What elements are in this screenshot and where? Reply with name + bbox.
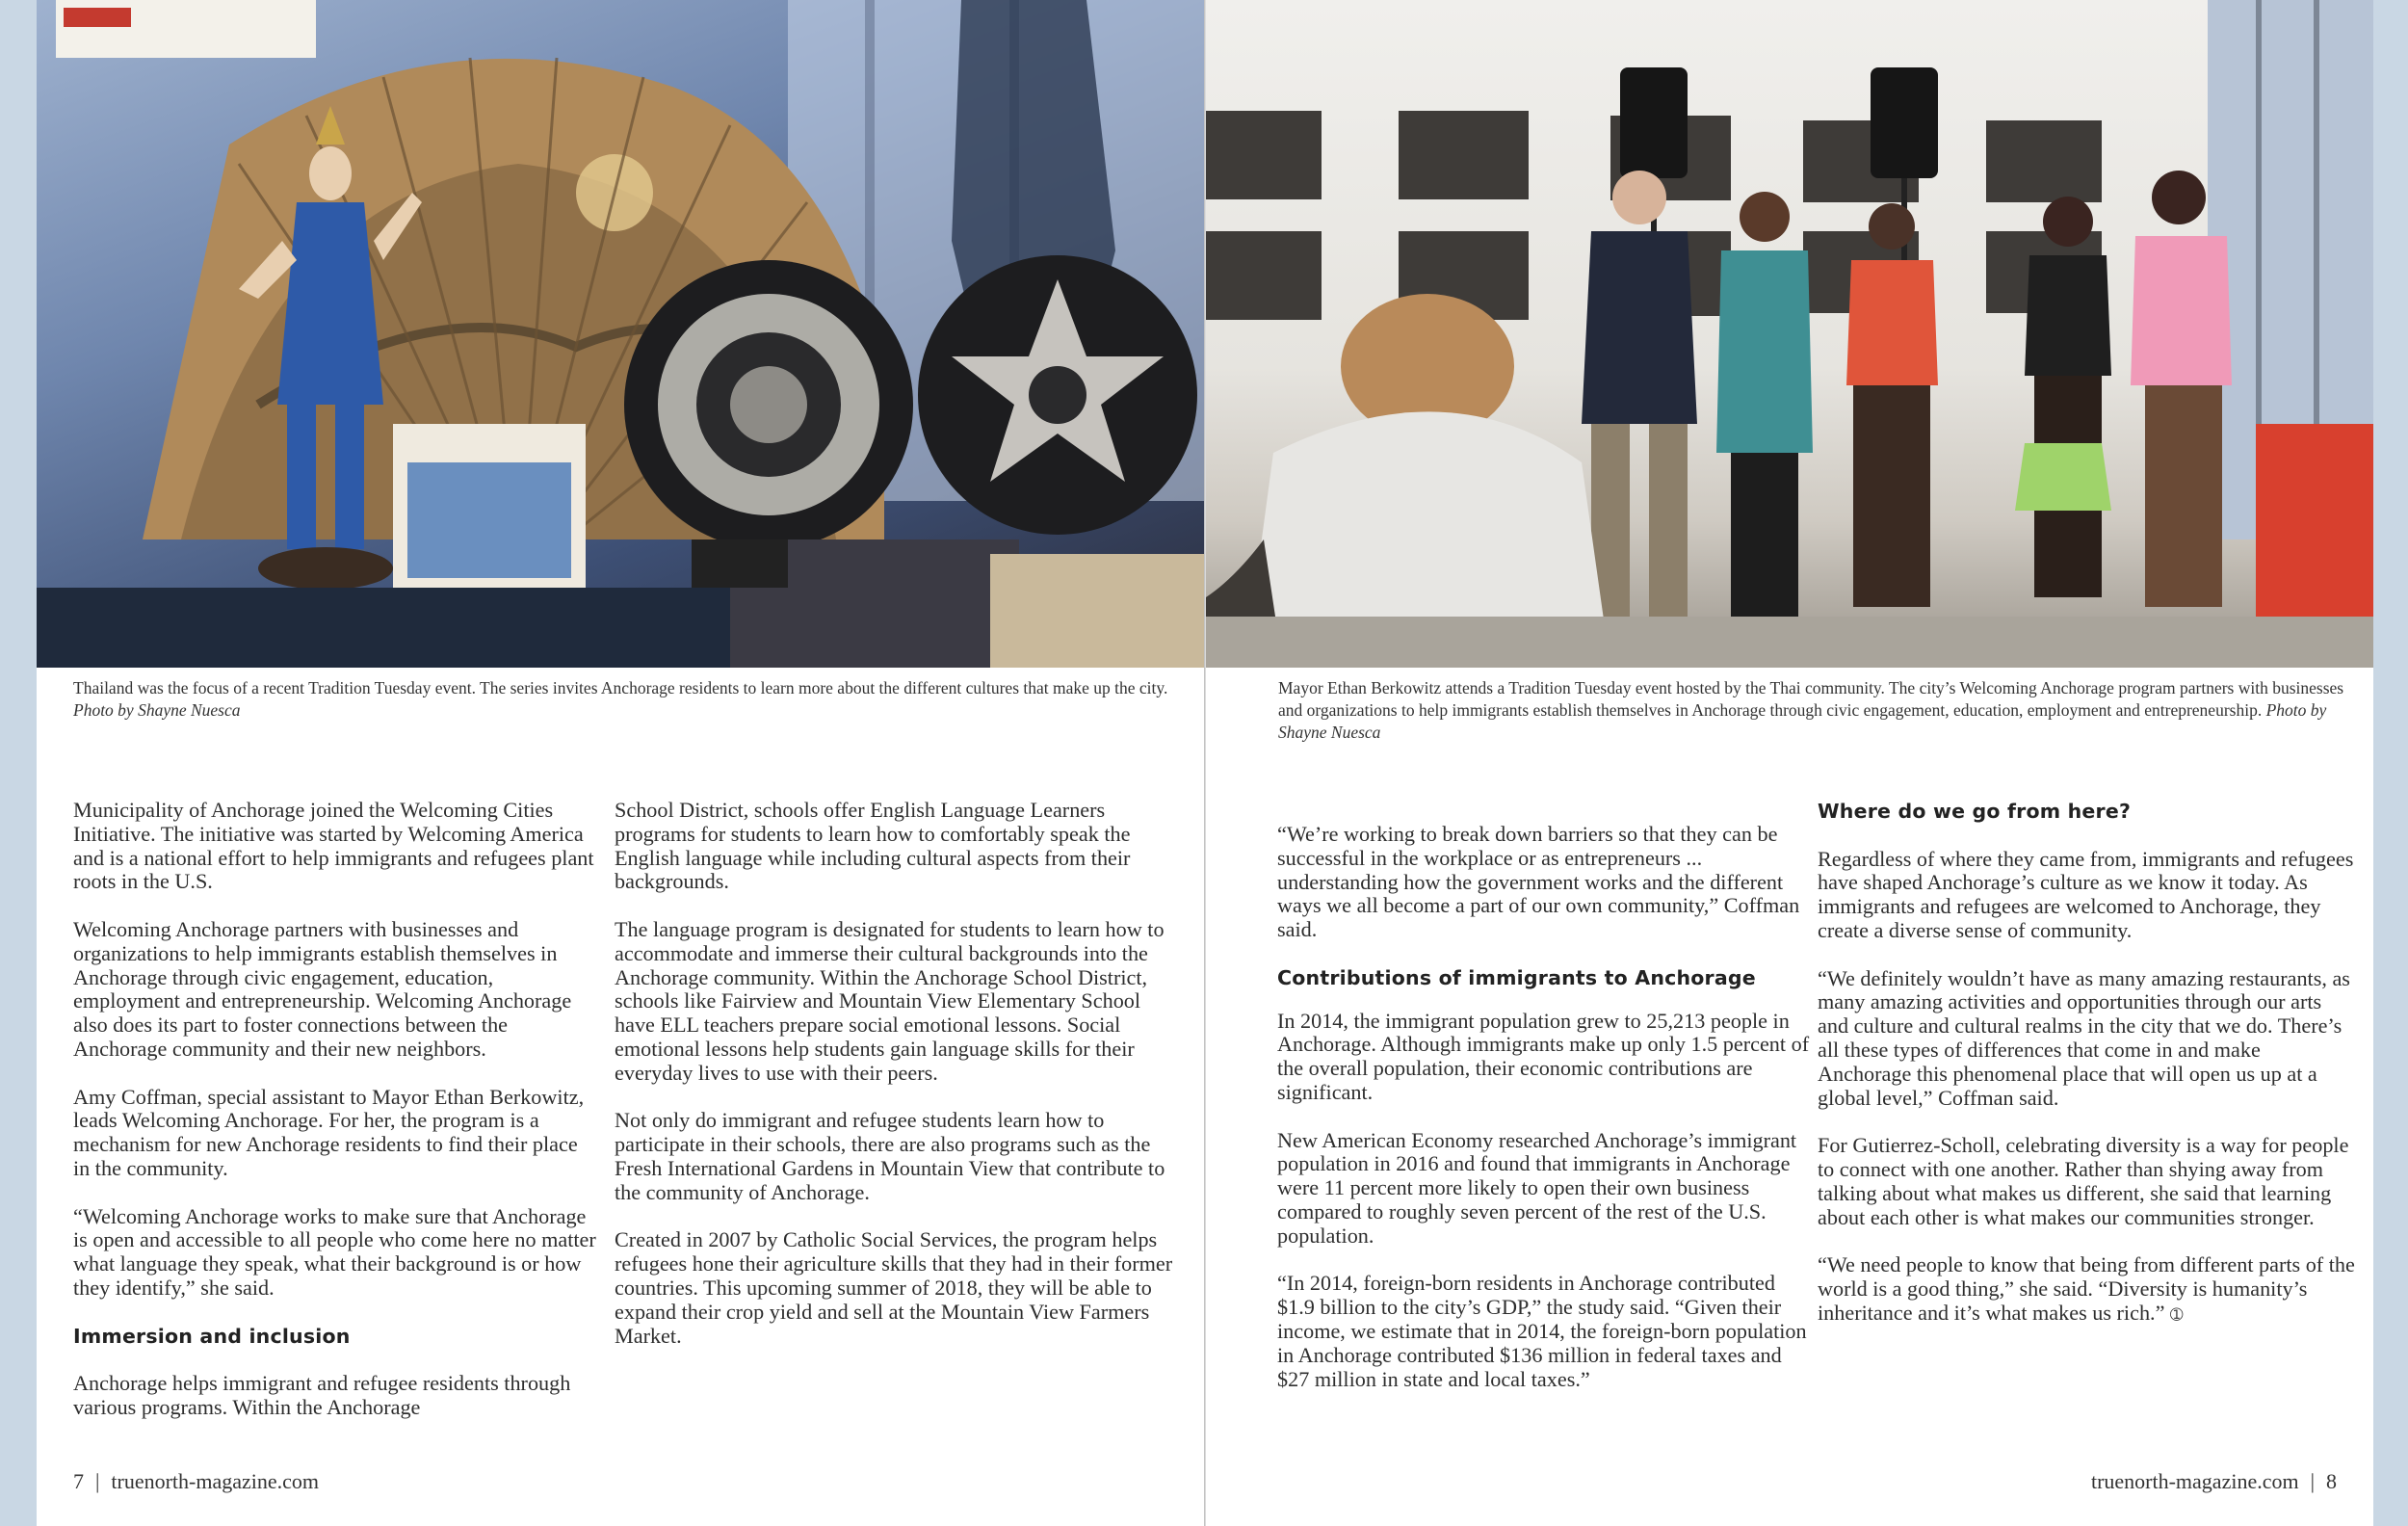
thai-display-illustration [37, 0, 1204, 668]
photo-thai-cultural-display [37, 0, 1204, 668]
paragraph: Welcoming Anchorage partners with businesses and organizations to help immigrants establish themselves in Anchorage through civic engagement, education, employment and entrepreneurship. Welcoming Anchorage also does its part to foster connections between the Anchorage community and their new neighbors. [73, 916, 572, 1061]
caption-text: Mayor Ethan Berkowitz attends a Tradition Tuesday event hosted by the Thai community. The city’s Welcoming Anchorage program partners with businesses and organizations to help immigrants establish themselves in Anchorage through civic engagement, education, employment and entrepreneurship. [1278, 678, 2344, 720]
footer-separator: | [95, 1469, 100, 1493]
caption-credit: Photo by Shayne Nuesca [1278, 700, 2327, 742]
footer-right [2091, 1469, 2337, 1494]
paragraph: New American Economy researched Anchorage’s immigrant population in 2016 and found that immigrants in Anchorage were 11 percent more likely to open their own business compared to roughly seven percent of the rest of the U.S. population. [1277, 1127, 1797, 1248]
photo-mayor-event [1206, 0, 2373, 668]
paragraph: Not only do immigrant and refugee students learn how to participate in their schools, there are also programs such as the Fresh International Gardens in Mountain View that contribute to the community of Anchorage. [615, 1108, 1165, 1204]
left-page [37, 0, 1204, 1526]
paragraph: “We’re working to break down barriers so that they can be successful in the workplace or as entrepreneurs ... understanding how the government works and the different ways we all become a part of our own community,” Coffman said. [1277, 822, 1800, 942]
footer-separator: | [2310, 1469, 2315, 1493]
paragraph: Municipality of Anchorage joined the Welcoming Cities Initiative. The initiative was started by Welcoming America and is a national effort to help immigrants and refugees plant roots in the U.S. [73, 798, 594, 894]
section-heading-contributions: Contributions of immigrants to Anchorage [1277, 965, 1756, 989]
footer-left [73, 1469, 319, 1494]
paragraph: “We definitely wouldn’t have as many amazing restaurants, as many amazing activities and opportunities through our arts and culture and cultural realms in the city that we do. There’s all these types of differences that come in and make Anchorage this phenomenal place that will open us up at a global level,” Coffman said. [1818, 965, 2350, 1110]
paragraph: Regardless of where they came from, immigrants and refugees have shaped Anchorage’s culture as we know it today. As immigrants and refugees are welcomed to Anchorage, they create a diverse sense of community. [1818, 846, 2354, 942]
paragraph-final [1818, 1253, 2357, 1328]
paragraph: Anchorage helps immigrant and refugee residents through various programs. Within the Anchorage [73, 1371, 571, 1419]
footer-site: truenorth-magazine.com [2090, 1469, 2299, 1493]
paragraph: “In 2014, foreign-born residents in Anchorage contributed $1.9 billion to the city’s GDP,” the study said. “Given their income, we estimate that in 2014, the foreign-born population in Anchorage contributed $136 million in federal taxes and $27 million in state and local taxes.” [1277, 1271, 1807, 1391]
caption-text: Thailand was the focus of a recent Tradition Tuesday event. The series invites Anchorage residents to learn more about the different cultures that make up the city. [73, 678, 1168, 697]
section-heading-where-next: Where do we go from here? [1818, 800, 2132, 823]
article-column-4 [1818, 800, 2357, 1352]
caption-credit: Photo by Shayne Nuesca [73, 700, 241, 720]
mayor-event-illustration [1206, 0, 2373, 668]
paragraph: The language program is designated for students to learn how to accommodate and immerse their cultural backgrounds into the Anchorage community. Within the Anchorage School District, schools like Fairview and Mountain View Elementary School have ELL teachers prepare social emotional lessons. Social emotional lessons help students gain language skills for their everyday lives to use with their peers. [615, 916, 1165, 1085]
photo-caption-left [73, 677, 1171, 722]
article-column-3 [1277, 823, 1817, 1415]
section-heading-immersion: Immersion and inclusion [73, 1324, 351, 1348]
page-number: 7 [73, 1469, 84, 1493]
right-page [1206, 0, 2373, 1526]
final-paragraph-text: “We need people to know that being from different parts of the world is a good thing,” she said. “Diversity is humanity’s inheritance and it’s what makes us rich.” [1818, 1252, 2355, 1325]
paragraph: “Welcoming Anchorage works to make sure that Anchorage is open and accessible to all people who come here no matter what language they speak, what their background is or how they identify,” she said. [73, 1203, 596, 1300]
paragraph: For Gutierrez-Scholl, celebrating diversity is a way for people to connect with one another. Rather than shying away from talking about what makes us different, she said that learning about each other is what makes our communities stronger. [1818, 1133, 2349, 1229]
footer-site: truenorth-magazine.com [111, 1469, 320, 1493]
paragraph: School District, schools offer English Language Learners programs for students to learn how to comfortably speak the English language while including cultural aspects from their backgrounds. [615, 798, 1131, 894]
article-column-1 [73, 799, 598, 1444]
end-mark-icon: ➀ [2169, 1306, 2184, 1324]
page-number: 8 [2326, 1469, 2337, 1493]
paragraph: In 2014, the immigrant population grew to 25,213 people in Anchorage. Although immigrants make up only 1.5 percent of the overall population, their economic contributions are significant. [1277, 1008, 1810, 1104]
paragraph: Amy Coffman, special assistant to Mayor Ethan Berkowitz, leads Welcoming Anchorage. For her, the program is a mechanism for new Anchorage residents to find their place in the community. [73, 1084, 585, 1180]
paragraph: Created in 2007 by Catholic Social Services, the program helps refugees hone their agriculture skills that they had in their former countries. This upcoming summer of 2018, they will be able to expand their crop yield and sell at the Mountain View Farmers Market. [615, 1227, 1173, 1348]
article-column-2 [615, 799, 1173, 1372]
photo-caption-right [1278, 677, 2357, 744]
